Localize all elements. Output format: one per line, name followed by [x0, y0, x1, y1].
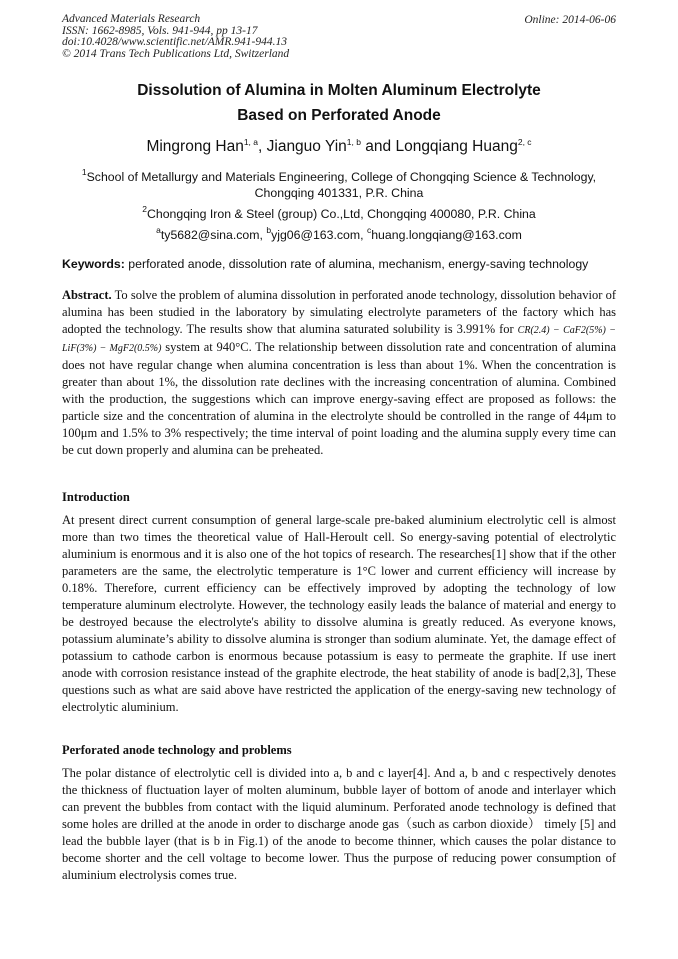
copyright-line: © 2014 Trans Tech Publications Ltd, Switzerland [62, 47, 290, 60]
author-name: Jianguo Yin [266, 138, 347, 155]
email-sup: c [366, 225, 372, 235]
email-address: yjg06@163.com, [271, 228, 367, 242]
author-sup: 1, a [243, 137, 258, 147]
online-date: Online: 2014-06-06 [524, 14, 616, 26]
author-name: Mingrong Han [146, 138, 244, 155]
affiliation-text: Chongqing Iron & Steel (group) Co.,Ltd, Chongqing 400080, P.R. China [146, 207, 536, 221]
journal-header [62, 14, 289, 60]
email-line [62, 222, 616, 243]
affiliation-text: School of Metallurgy and Materials Engineering, College of Chongqing Science & Technology, Chongqing 401331, P.R. China [86, 170, 597, 200]
affiliation-sup: 1 [81, 167, 87, 177]
affiliation-1 [62, 164, 616, 201]
abstract-label: Abstract. [62, 288, 112, 302]
email-address: ty5682@sina.com, [160, 228, 267, 242]
section-text-perforated-anode: The polar distance of electrolytic cell is divided into a, b and c layer[4]. And a, b and c respectively denotes the thickness of fluctuation layer of molten aluminum, bubble layer of bottom of anode and interlayer which can prevent the bubbles from contact with the liquid aluminum. Perforated anode technology is defined that some holes are drilled at the anode in order to discharge anode gas（such as carbon dioxide） timely [5] and lead the bubble layer (that is b in Fig.1) of the anode to become thinner, which causes the polar distance to become shorter and the cell voltage to become lower. Thus the purpose of reducing power consumption of aluminium electrolysis comes true. [62, 766, 616, 882]
author-sup: 1, b [346, 137, 361, 147]
author-separator: and [360, 138, 396, 155]
author-separator: , [258, 138, 267, 155]
doi-line: doi:10.4028/www.scientific.net/AMR.941-944.13 [62, 36, 287, 48]
email-address: huang.longqiang@163.com [371, 228, 522, 242]
keywords [62, 257, 622, 271]
issn-line: ISSN: 1662-8985, Vols. 941-944, pp 13-17 [62, 24, 258, 37]
section-heading-introduction: Introduction [62, 490, 130, 504]
keywords-label: Keywords: [62, 257, 125, 271]
abstract [62, 287, 616, 459]
journal-name: Advanced Materials Research [62, 13, 201, 25]
section-text-introduction: At present direct current consumption of general large-scale pre-baked aluminium electrolytic cell is almost more than two times the theoretical value of Hall-Heroult cell. So energy-saving potential of electrolytic aluminium is enormous and it is also one of the hot topics of research. The researches[1] show that if the other parameters are the same, the electrolytic temperature is 1°C lower and current efficiency will increase by 0.18%. Therefore, current efficiency can be effectively improved by adopting the technology of low temperature aluminum electrolyte. However, the technology easily leads the balance of material and energy to be destroyed because the electrolyte's ability to dissolve alumina is greatly reduced. As everyone knows, potassium aluminate’s ability to dissolve alumina is stronger than sodium aluminate. Yet, the damage effect of potassium to cathode carbon is enormous because potassium is easy to permeate the graphite. If use inert anode with corrosion resistance instead of the graphite electrode, the heat stability of anode is bad[2,3], These questions such as what are said above have restricted the application of the energy-saving new technology of electrolytic aluminium. [62, 513, 616, 714]
email-sup: b [266, 225, 272, 235]
electrolyte-formula: CR(2.4) − CaF2(5%) − LiF(3%) − MgF2(0.5%) [62, 325, 616, 354]
title-line-2: Based on Perforated Anode [237, 107, 441, 124]
section-heading-perforated-anode: Perforated anode technology and problems [62, 743, 292, 757]
paper-title [0, 78, 678, 128]
author-sup: 2, c [517, 137, 532, 147]
title-line-1: Dissolution of Alumina in Molten Aluminum Electrolyte [137, 82, 541, 99]
abstract-text: To solve the problem of alumina dissolution in perforated anode technology, dissolution behavior of alumina has been studied in the laboratory by simulating electrolyte parameters of the factory which has adopted the technology. The results show that alumina saturated solubility is 3.991% for [62, 288, 616, 336]
affiliation-sup: 2 [142, 204, 147, 214]
affiliation-2 [62, 201, 616, 222]
keywords-text: perforated anode, dissolution rate of alumina, mechanism, energy-saving technology [124, 257, 589, 271]
author-list [0, 137, 678, 156]
email-sup: a [156, 225, 161, 235]
abstract-text-continued: system at 940°C. The relationship between dissolution rate and concentration of alumina does not have regular change when alumina concentration is less than about 1%. When the concentration is greater than about 1%, the dissolution rate declines with the increasing concentration of alumina. Combined with the production, the suggestions which can improve energy-saving effect are proposed as follows: the particle size and the concentration of alumina in the electrolyte should be controlled in the range of 44μm to 100μm and 1.5% to 3% respectively; the time interval of point loading and the alumina supply every time can be cut down properly and alumina can be preheated. [62, 340, 616, 457]
author-name: Longqiang Huang [395, 138, 518, 155]
